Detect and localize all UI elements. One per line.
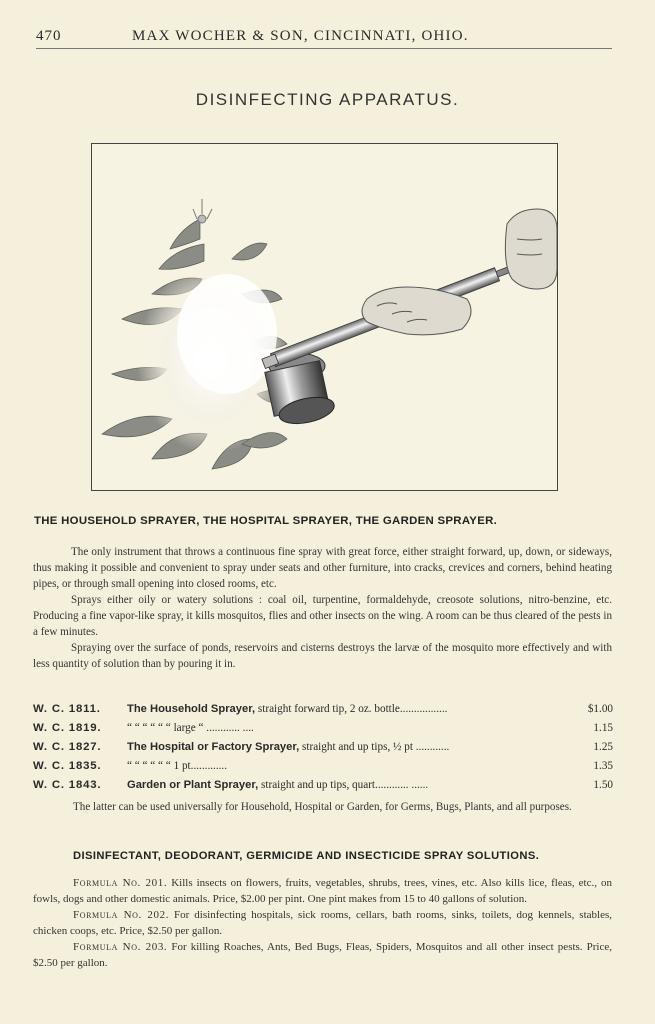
product-price: 1.50 bbox=[593, 779, 613, 791]
formula-label: Formula No. 201. bbox=[73, 877, 168, 889]
solutions-heading: DISINFECTANT, DEODORANT, GERMICIDE AND INSECTICIDE SPRAY SOLUTIONS. bbox=[73, 850, 540, 862]
section-heading: THE HOUSEHOLD SPRAYER, THE HOSPITAL SPRAYER, THE GARDEN SPRAYER. bbox=[34, 515, 498, 527]
description-body bbox=[33, 544, 612, 672]
hand-right bbox=[505, 209, 557, 289]
formula-list bbox=[33, 875, 612, 971]
product-list bbox=[33, 703, 613, 798]
product-price: $1.00 bbox=[587, 703, 613, 715]
product-desc: “ “ “ “ “ “ 1 pt............. bbox=[127, 760, 228, 772]
product-desc: straight and up tips, ½ pt ............ bbox=[299, 741, 450, 753]
product-row bbox=[33, 779, 613, 798]
formula-label: Formula No. 203. bbox=[73, 941, 168, 953]
product-code: W. C. 1811. bbox=[33, 703, 101, 715]
formula-item bbox=[33, 939, 612, 971]
product-price: 1.35 bbox=[593, 760, 613, 772]
product-code: W. C. 1827. bbox=[33, 741, 102, 753]
paragraph-2: Sprays either oily or watery solutions : coal oil, turpentine, formaldehyde, creosote solutions, nitro-benzine, etc. Producing a fine vapor-like spray, it kills mosquitos, flies and other insects on the wing. A room can be thus cleared of the pests in a few minutes. bbox=[33, 594, 612, 638]
paragraph-1: The only instrument that throws a continuous fine spray with great force, either straight forward, up, down, or sideways, thus making it possible and convenient to spray under seats and other furniture, into cracks, crevices and corners, behind heating pipes, or through small opening into closed rooms, etc. bbox=[33, 546, 612, 590]
product-row bbox=[33, 703, 613, 722]
product-desc: “ “ “ “ “ “ large “ ............ .... bbox=[127, 722, 254, 734]
product-code: W. C. 1843. bbox=[33, 779, 102, 791]
product-name: The Hospital or Factory Sprayer, bbox=[127, 741, 300, 753]
product-name: The Household Sprayer, bbox=[127, 703, 256, 715]
formula-item bbox=[33, 875, 612, 907]
product-row bbox=[33, 741, 613, 760]
flower-bud bbox=[193, 199, 212, 223]
formula-text: For disinfecting hospitals, sick rooms, cellars, bath rooms, sinks, toilets, dog kennels, stables, chicken coops, etc. Price, $2.50 per gallon. bbox=[33, 909, 612, 937]
formula-text: For killing Roaches, Ants, Bed Bugs, Fleas, Spiders, Mosquitos and all other insect pests. Price, $2.50 per gallon. bbox=[33, 941, 612, 969]
page-header bbox=[36, 26, 612, 49]
product-price: 1.15 bbox=[593, 722, 613, 734]
sprayer-illustration bbox=[91, 143, 558, 491]
paragraph-3: Spraying over the surface of ponds, reservoirs and cisterns destroys the larvæ of the mosquito more effectively and with less quantity of solution than by pouring it in. bbox=[33, 642, 612, 670]
product-desc: straight and up tips, quart............ ...... bbox=[258, 779, 429, 791]
formula-item bbox=[33, 907, 612, 939]
running-title: MAX WOCHER & SON, CINCINNATI, OHIO. bbox=[132, 28, 469, 44]
product-row bbox=[33, 760, 613, 779]
product-price: 1.25 bbox=[593, 741, 613, 753]
product-row bbox=[33, 722, 613, 741]
sprayer-drawing bbox=[92, 144, 557, 490]
page-title: DISINFECTING APPARATUS. bbox=[195, 90, 460, 109]
page-number: 470 bbox=[36, 28, 62, 44]
product-desc: straight forward tip, 2 oz. bottle................. bbox=[255, 703, 448, 715]
product-code: W. C. 1819. bbox=[33, 722, 102, 734]
usage-note: The latter can be used universally for Household, Hospital or Garden, for Germs, Bugs, Plants, and all purposes. bbox=[73, 801, 572, 813]
product-name: Garden or Plant Sprayer, bbox=[127, 779, 259, 791]
formula-label: Formula No. 202. bbox=[73, 909, 170, 921]
product-code: W. C. 1835. bbox=[33, 760, 102, 772]
formula-text: Kills insects on flowers, fruits, vegetables, shrubs, trees, vines, etc. Also kills lice, fleas, etc., on fowls, dogs and other domestic animals. Price, $2.00 per pint. One pint makes from 15 to 40 gallons of solution. bbox=[33, 877, 612, 905]
